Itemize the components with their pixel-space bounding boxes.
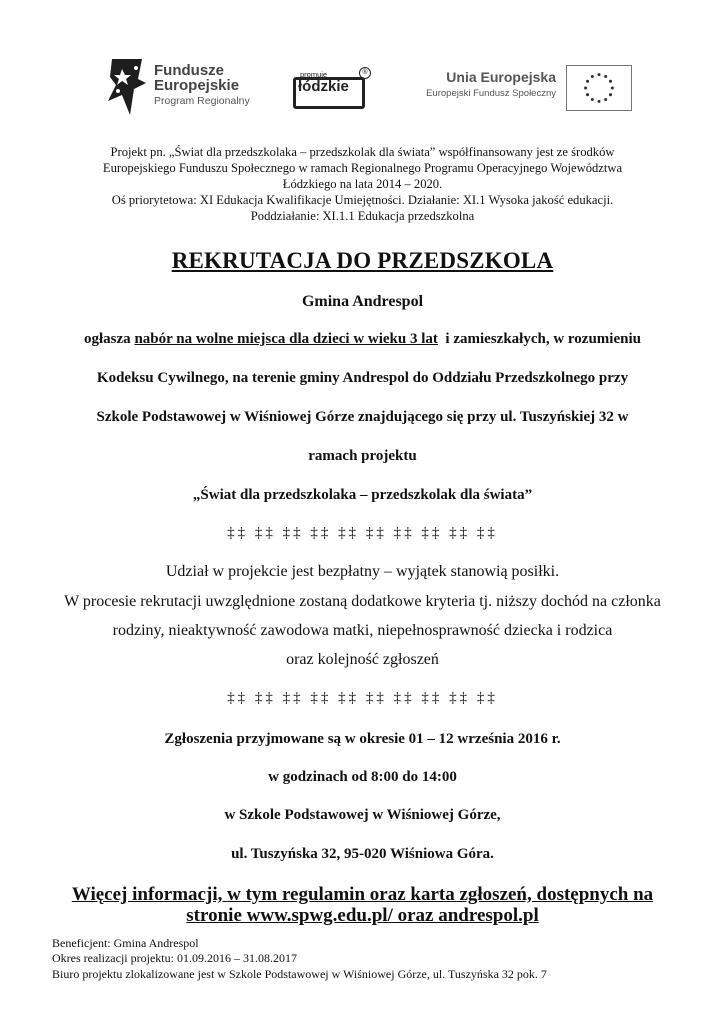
registered-mark-icon: ®	[359, 67, 371, 79]
announce-pre: ogłasza	[84, 331, 135, 347]
fe-subtitle: Program Regionalny	[154, 95, 250, 107]
criteria-line-1: W procesie rekrutacji uwzględnione zostaną dodatkowe kryteria tj. niższy dochód na członka	[64, 593, 661, 610]
footer	[52, 936, 547, 982]
footer-office: Biuro projektu zlokalizowane jest w Szkole Podstawowej w Wiśniowej Górze, ul. Tuszyńska 32 pok. 7	[52, 966, 547, 981]
announce-post: i zamieszkałych, w rozumieniu	[437, 331, 641, 347]
ue-title: Unia Europejska	[446, 69, 556, 85]
logo-band	[0, 55, 725, 125]
more-info	[0, 884, 725, 927]
gmina-heading: Gmina Andrespol	[301, 293, 424, 310]
ue-subtitle: Europejski Fundusz Społeczny	[426, 88, 556, 99]
more-info-line-1: Więcej informacji, w tym regulamin oraz karta zgłoszeń, dostępnych na	[71, 884, 654, 905]
fe-wordmark	[154, 63, 250, 107]
notice-line: Oś priorytetowa: XI Edukacja Kwalifikacje Umiejętności. Działanie: XI.1 Wysoka jakość edukacji.	[111, 192, 614, 207]
school-name: w Szkole Podstawowej w Wiśniowej Górze,	[224, 807, 501, 823]
office-hours: w godzinach od 8:00 do 14:00	[268, 769, 457, 785]
ue-wordmark	[412, 69, 556, 99]
fe-line-1: Fundusze	[154, 62, 224, 79]
school-address: ul. Tuszyńska 32, 95-020 Wiśniowa Góra.	[231, 846, 494, 862]
project-notice	[60, 145, 665, 225]
lodzkie-logo	[293, 67, 371, 111]
notice-line: Europejskiego Funduszu Społecznego w ramach Regionalnego Programu Operacyjnego Województwa	[102, 160, 623, 175]
footer-beneficiary: Beneficjent: Gmina Andrespol	[52, 936, 199, 950]
criteria-line-2: rodziny, nieaktywność zawodowa matki, niepełnosprawność dziecka i rodzica	[112, 622, 613, 639]
announcement-line-1	[0, 331, 725, 348]
footer-period: Okres realizacji projektu: 01.09.2016 – 31.08.2017	[52, 951, 297, 966]
announcement-line-4: ramach projektu	[308, 448, 417, 464]
lodzkie-wordmark: łódzkie	[298, 78, 349, 95]
more-info-line-2[interactable]: stronie www.spwg.edu.pl/ oraz andrespol.pl	[186, 905, 539, 927]
notice-line: Poddziałanie: XI.1.1 Edukacja przedszkolna	[250, 208, 475, 223]
project-name: „Świat dla przedszkolaka – przedszkolak dla świata”	[192, 487, 533, 503]
notice-line: Łódzkiego na lata 2014 – 2020.	[282, 176, 443, 191]
eu-flag-icon	[566, 65, 632, 111]
fe-star-mark-icon	[108, 59, 146, 115]
divider: ‡‡ ‡‡ ‡‡ ‡‡ ‡‡ ‡‡ ‡‡ ‡‡ ‡‡ ‡‡	[227, 525, 498, 541]
lodzkie-promuje: promuje	[300, 70, 328, 79]
free-participation: Udział w projekcie jest bezpłatny – wyjątek stanowią posiłki.	[165, 563, 560, 580]
notice-line: Projekt pn. „Świat dla przedszkolaka – przedszkolak dla świata” współfinansowany jest ze środków	[110, 145, 615, 159]
announcement-line-3: Szkole Podstawowej w Wiśniowej Górze znajdującego się przy ul. Tuszyńskiej 32 w	[96, 409, 629, 425]
divider: ‡‡ ‡‡ ‡‡ ‡‡ ‡‡ ‡‡ ‡‡ ‡‡ ‡‡ ‡‡	[227, 690, 498, 706]
fe-line-2: Europejskie	[154, 77, 240, 94]
page-title: REKRUTACJA DO PRZEDSZKOLA	[171, 248, 554, 273]
application-period: Zgłoszenia przyjmowane są w okresie 01 – 12 września 2016 r.	[164, 731, 561, 747]
announcement-line-2: Kodeksu Cywilnego, na terenie gminy Andrespol do Oddziału Przedszkolnego przy	[96, 370, 629, 386]
fundusze-europejskie-logo	[108, 59, 268, 115]
announce-underlined: nabór na wolne miejsca dla dzieci w wieku 3 lat	[134, 331, 438, 347]
criteria-line-3: oraz kolejność zgłoszeń	[286, 651, 439, 668]
